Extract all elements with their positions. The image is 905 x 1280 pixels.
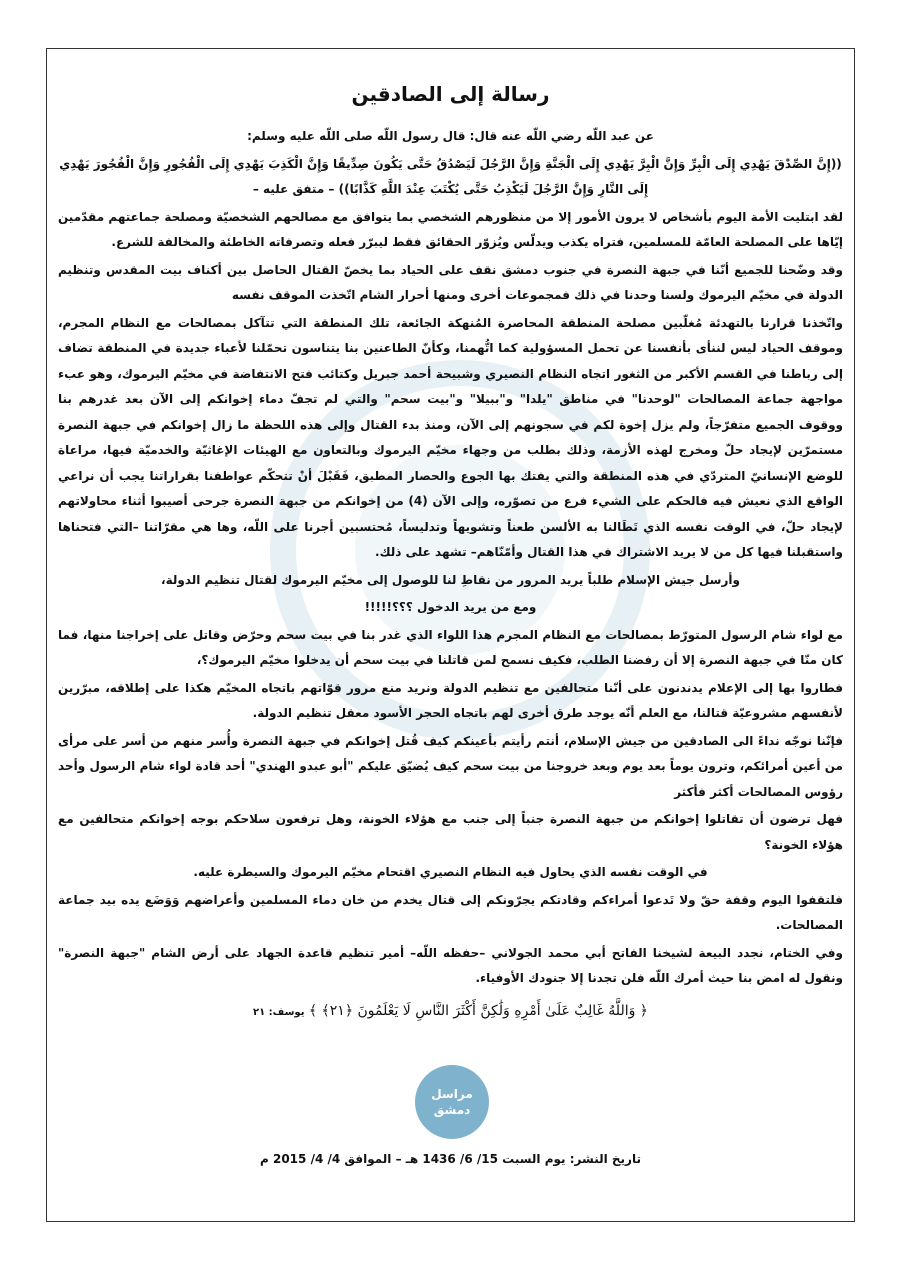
verse-reference: يوسف: ٢١ xyxy=(252,1006,305,1018)
paragraph: فإنّنا نوجّه نداءً الى الصادقين من جيش الإسلام، أنتم رأيتم بأعينكم كيف قُتل إخوانكم في جبهة النصرة وأُسر منهم من أسر على مرأى من أعين أمرائكم، وترون يوماً بعد يوم وبعد خروجنا من بيت سحم كيف يُضيّق عليكم "أبو عبدو الهندي" أحد قادة لواء شام الرسول وأحد رؤوس المصالحات أكثر فأكثر xyxy=(58,733,843,799)
hadith-text: ((إِنَّ الصِّدْقَ يَهْدِي إِلَى الْبِرِّ وَإِنَّ الْبِرَّ يَهْدِي إِلَى الْجَنَّةِ وَإِنَّ الرَّجُلَ لَيَصْدُقُ حَتَّى يَكُونَ صِدِّيقًا وَإِنَّ الْكَذِبَ يَهْدِي إِلَى الْفُجُورِ وَإِنَّ الْفُجُورَ يَهْدِي إِلَى النَّارِ وَإِنَّ الرَّجُلَ لَيَكْذِبُ حَتَّى يُكْتَبَ عِنْدَ اللَّهِ كَذَّابًا)) – متفق عليه – xyxy=(59,156,842,196)
publish-date: تاريخ النشر: يوم السبت 15/ 6/ 1436 هـ – الموافق 4/ 4/ 2015 م xyxy=(260,1152,641,1166)
paragraph: في الوقت نفسه الذي يحاول فيه النظام النصيري اقتحام مخيّم اليرموك والسيطرة عليه. xyxy=(193,865,708,879)
logo-line-1: مراسل xyxy=(431,1087,473,1101)
paragraph: وقد وضّحنا للجميع أنّنا في جبهة النصرة في جنوب دمشق نقف على الحياد بما يخصّ القتال الحاصل بين أكناف بيت المقدس وتنظيم الدولة في مخيّم اليرموك ولسنا وحدنا في ذلك فمجموعات أخرى ومنها أحرار الشام اتّخذت الموقف نفسه xyxy=(58,262,843,302)
paragraph-army-request: وأرسل جيش الإسلام طلباً يريد المرور من نقاطِ لنا للوصول إلى مخيّم اليرموك لقتال تنظيم الدولة، xyxy=(161,572,740,587)
paragraph: فهل ترضون أن تقاتلوا إخوانكم من جبهة النصرة جنباً إلى جنب مع هؤلاء الخونة، وهل ترفعون سلاحكم بوجه إخوانكم متحالفين مع هؤلاء الخونة؟ xyxy=(58,812,843,852)
paragraph: وفي الختام، نجدد البيعة لشيخنا الفاتح أبي محمد الجولاني –حفظه اللّه– أمير تنظيم قاعدة الجهاد على أرض الشام "جبهة النصرة" ونقول له امض بنا حيث أمرك اللّه فلن تجدنا إلا جنودك الأوفياء. xyxy=(58,945,843,985)
paragraph: لقد ابتليت الأمة اليوم بأشخاص لا يرون الأمور إلا من منظورهم الشخصي بما يتوافق مع مصالحهم الشخصيّة ومصلحة جماعتهم مقدّمين إيّاها على المصلحة العامّة للمسلمين، فتراه يكذب ويدلّس ويُزوّر الحقائق فقط ليبرّر فعله وتصرفاته الخاطئة والمخالفة للشرع. xyxy=(58,209,843,249)
paragraph: فطاروا بها إلى الإعلام يدندنون على أنّنا متحالفين مع تنظيم الدولة ونريد منع مرور قوّاتهم باتجاه المخيّم هكذا على إطلاقه، مبرّرين لأنفسهم مشروعيّة قتالنا، مع العلم أنّه يوجد طرق أخرى لهم باتجاه الحجر الأسود معقل تنظيم الدولة. xyxy=(58,680,843,720)
paragraph: فلتقفوا اليوم وقفة حقّ ولا تَدعوا أمراءكم وقادتكم يجرّونكم إلى قتال يخدم من خان دماء المسلمين وأعراضهم وَوَضَع يده بيد جماعة المصالحات. xyxy=(58,892,843,932)
publisher-logo xyxy=(415,1065,489,1139)
verse-text: ﴿ وَاللَّهُ غَالِبٌ عَلَىٰ أَمْرِهِ وَلَٰكِنَّ أَكْثَرَ النَّاسِ لَا يَعْلَمُونَ ﴿٢١﴾ ﴾ xyxy=(308,1002,649,1019)
paragraph: مع لواء شام الرسول المتورّط بمصالحات مع النظام المجرم هذا اللواء الذي غدر بنا في بيت سحم وحرّض وقاتل على إخراجنا منها، فما كان منّا في جبهة النصرة إلا أن رفضنا الطلب، فكيف نسمح لمن قاتلنا في بيت سحم أن يدخلوا مخيّم اليرموك؟، xyxy=(58,627,843,667)
page-title: رسالة إلى الصادقين xyxy=(351,82,550,106)
paragraph-army-question: ومع من يريد الدخول ؟؟؟!!!!! xyxy=(364,600,537,614)
quran-verse xyxy=(58,996,843,1028)
logo-line-2: دمشق xyxy=(433,1103,471,1117)
paragraph: واتّخذنا قرارنا بالتهدئة مُغلّبين مصلحة المنطقة المحاصرة المُنهكة الجائعة، تلك المنطقة التي تتآكل بمصالحات مع النظام المجرم، وموقف الحياد ليس لننأى بأنفسنا عن تحمل المسؤولية كما اتُّهمنا، وكأنّ الطاعنين بنا يتناسون تحمّلنا لأعباء جديدة في المنطقة تضاف إلى رباطنا في القسم الأكبر من الثغور اتجاه النظام النصيري وشبيحة أحمد جبريل وكتائب فتح الانتفاضة في مخيّم اليرموك، وهو عبء مواجهة جماعة المصالحات "لوحدنا" في مناطق "يلدا" و"ببيلا" و"بيت سحم" والتي لم تجفّ دماء إخوانكم إلى الآن بعد غدرهم بنا ووقوف الجميع متفرّجاً، ولم يزل إخوة لكم في سجونهم إلى الآن، ومنذ بدء القتال وإلى هذه اللحظة ما زال إخوانكم في جبهة النصرة مستمرّين لإيجاد حلّ ومخرج لهذه الأزمة، وذلك بطلب من وجهاء مخيّم اليرموك وبالتعاون مع الهيئات الإغاثيّة والخدميّة فيها، مراعاة للوضع الإنسانيّ المتردّي في هذه المنطقة والتي يفتك بها الجوع والحصار المطبق، فَقَبْلَ أنْ تتحكّم عواطفنا بقراراتنا يجب أن نراعي الواقع الذي نعيش فيه فالحكم على الشيء فرع من تصوّره، وإلى الآن (4) من إخوانكم من جبهة النصرة جرحى أصيبوا أثناء محاولاتهم لإيجاد حلّ، في الوقت نفسه الذي تَطَالنا به الألسن طعناً وتشويهاً وتدليساً، مُحتسبين أجرنا على اللّه، وها هي مقرّاتنا –التي فتحناها واستقبلنا فيها كل من لا يريد الاشتراك في هذا القتال وأمّنّاهم– تشهد على ذلك. xyxy=(58,315,843,559)
document-body xyxy=(58,82,843,1028)
intro-line: عن عبد اللّه رضي اللّه عنه قال: قال رسول اللّه صلى اللّه عليه وسلم: xyxy=(247,129,654,143)
